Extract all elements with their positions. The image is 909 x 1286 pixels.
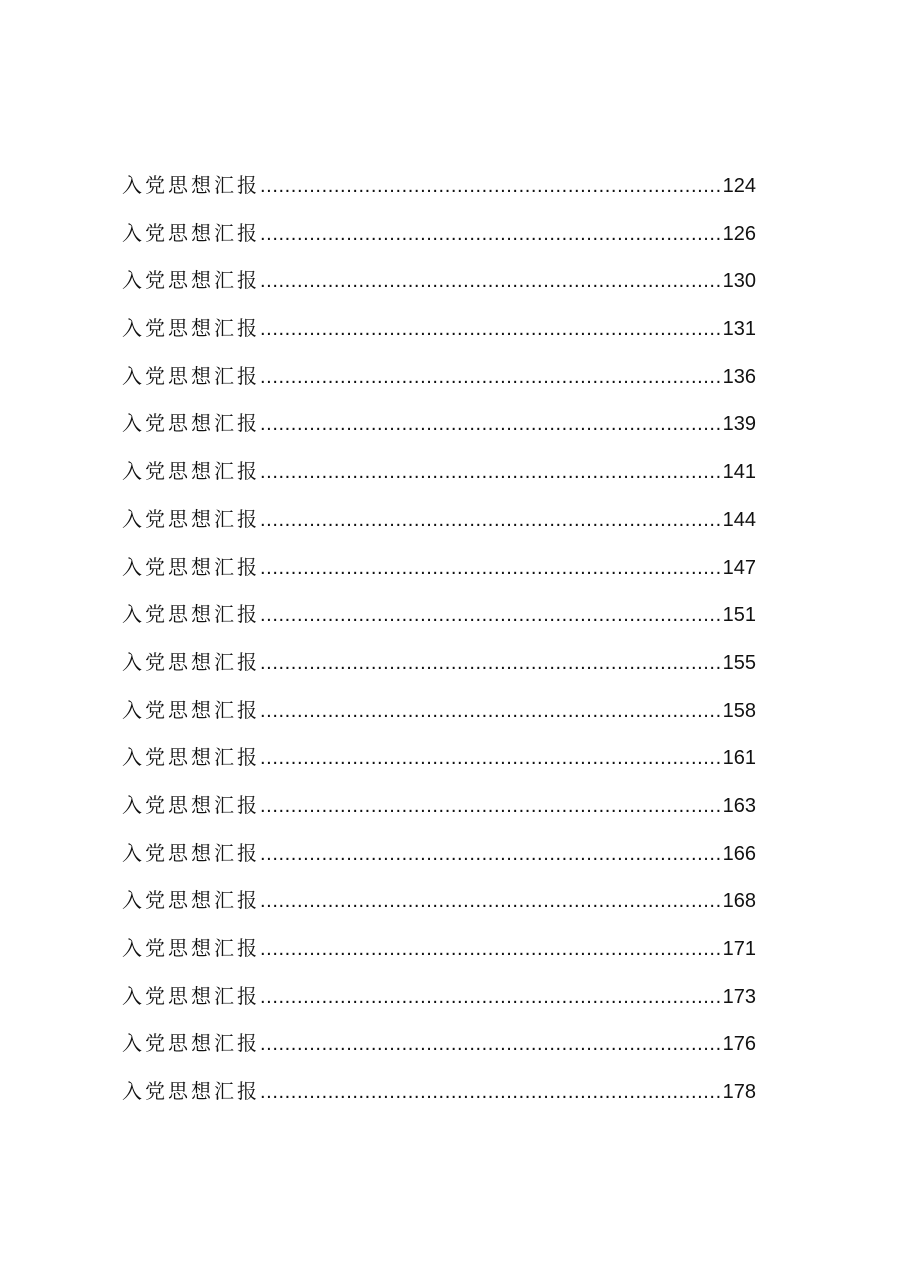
- toc-entry-title: 入党思想汇报: [122, 983, 260, 1008]
- toc-entry-title: 入党思想汇报: [122, 220, 260, 245]
- toc-entry[interactable]: [122, 595, 756, 643]
- toc-entry-title: 入党思想汇报: [122, 792, 260, 817]
- toc-entry-title: 入党思想汇报: [122, 602, 260, 627]
- toc-page-number: 126: [722, 222, 756, 245]
- toc-entry[interactable]: [122, 881, 756, 929]
- toc-entry-title: 入党思想汇报: [122, 316, 260, 341]
- toc-entry-title: 入党思想汇报: [122, 936, 260, 960]
- toc-entry-title: 入党思想汇报: [122, 649, 260, 674]
- toc-page-number: 158: [722, 699, 756, 722]
- toc-entry[interactable]: [122, 261, 756, 309]
- toc-page-number: 176: [722, 1033, 756, 1056]
- toc-entry-title: 入党思想汇报: [122, 411, 260, 436]
- toc-page-number: 178: [722, 1081, 756, 1104]
- toc-page-number: 130: [722, 270, 756, 293]
- toc-entry[interactable]: [122, 452, 756, 500]
- toc-entry[interactable]: [122, 309, 756, 357]
- toc-dot-leader: [260, 835, 721, 873]
- toc-page-number: 147: [722, 556, 756, 579]
- toc-page-number: 155: [722, 651, 756, 674]
- toc-entry-title: 入党思想汇报: [122, 459, 260, 484]
- toc-page-number: 168: [722, 890, 756, 913]
- toc-dot-leader: [260, 310, 721, 348]
- toc-page-number: 131: [722, 318, 756, 341]
- toc-dot-leader: [260, 930, 721, 968]
- toc-dot-leader: [260, 692, 721, 730]
- toc-page-number: 144: [722, 508, 756, 531]
- toc-dot-leader: [260, 262, 721, 300]
- toc-entry[interactable]: [122, 738, 756, 786]
- toc-entry[interactable]: [122, 166, 756, 214]
- toc-dot-leader: [260, 405, 721, 443]
- toc-dot-leader: [260, 882, 721, 920]
- toc-entry[interactable]: [122, 548, 756, 596]
- toc-entry[interactable]: [122, 214, 756, 262]
- toc-entry[interactable]: [122, 786, 756, 834]
- toc-dot-leader: [260, 1025, 721, 1063]
- toc-page-number: 166: [722, 842, 756, 865]
- toc-dot-leader: [260, 739, 721, 777]
- toc-dot-leader: [260, 453, 721, 491]
- toc-dot-leader: [260, 1073, 721, 1111]
- toc-dot-leader: [260, 167, 721, 205]
- toc-entry[interactable]: [122, 929, 756, 977]
- toc-dot-leader: [260, 644, 721, 682]
- toc-entry[interactable]: [122, 834, 756, 882]
- toc-dot-leader: [260, 787, 721, 825]
- toc-entry[interactable]: [122, 1024, 756, 1072]
- toc-page-number: 124: [722, 175, 756, 197]
- toc-page-number: 161: [722, 747, 756, 770]
- toc-entry-title: 入党思想汇报: [122, 1031, 260, 1056]
- toc-entry[interactable]: [122, 500, 756, 548]
- toc-dot-leader: [260, 215, 721, 253]
- toc-entry[interactable]: [122, 357, 756, 405]
- toc-entry-title: 入党思想汇报: [122, 554, 260, 579]
- toc-dot-leader: [260, 978, 721, 1016]
- toc-page-number: 136: [722, 365, 756, 388]
- toc-entry-title: 入党思想汇报: [122, 506, 260, 531]
- toc-entry[interactable]: [122, 1072, 756, 1120]
- toc-page-number: 173: [722, 985, 756, 1008]
- toc-entry-title: 入党思想汇报: [122, 268, 260, 293]
- toc-entry-title: 入党思想汇报: [122, 888, 260, 913]
- toc-page-number: 163: [722, 794, 756, 817]
- toc-page-number: 171: [722, 938, 756, 960]
- toc-entry-title: 入党思想汇报: [122, 1079, 260, 1104]
- toc-entry[interactable]: [122, 691, 756, 739]
- toc-dot-leader: [260, 596, 721, 634]
- toc-dot-leader: [260, 358, 721, 396]
- toc-dot-leader: [260, 549, 721, 587]
- toc-entry-title: 入党思想汇报: [122, 840, 260, 865]
- toc-entry[interactable]: [122, 643, 756, 691]
- table-of-contents: [122, 166, 756, 1120]
- toc-entry-title: 入党思想汇报: [122, 173, 260, 197]
- toc-dot-leader: [260, 501, 721, 539]
- toc-entry[interactable]: [122, 977, 756, 1025]
- toc-page-number: 151: [722, 604, 756, 627]
- toc-entry-title: 入党思想汇报: [122, 363, 260, 388]
- toc-entry-title: 入党思想汇报: [122, 697, 260, 722]
- toc-entry[interactable]: [122, 404, 756, 452]
- toc-entry-title: 入党思想汇报: [122, 745, 260, 770]
- toc-page-number: 139: [722, 413, 756, 436]
- toc-page-number: 141: [722, 461, 756, 484]
